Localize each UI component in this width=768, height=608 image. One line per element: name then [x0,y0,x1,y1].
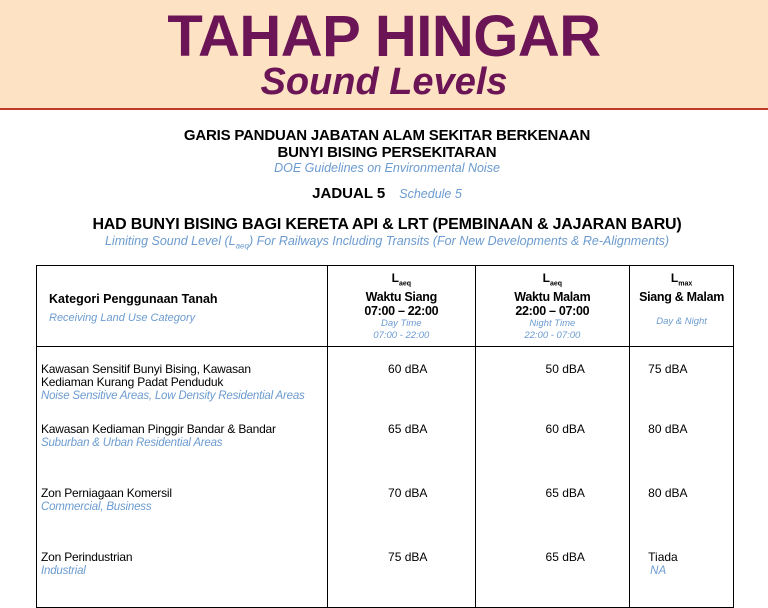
header-day-symbol: $L_{aeq}$ [391,271,411,288]
header-night [475,266,630,347]
header-max-label: Siang & Malam [639,290,725,305]
header-day-time: 07:00 – 22:00 [364,304,439,319]
table-heading [0,215,768,254]
schedule-heading [0,185,768,203]
title-banner [0,0,768,110]
page-subtitle: Sound Levels [260,61,508,103]
row-max-value: 80 dBA [630,423,734,487]
table-header-row [37,266,734,347]
guideline-title-line2: BUNYI BISING PERSEKITARAN [277,144,497,161]
guideline-title-en: DOE Guidelines on Environmental Noise [274,161,500,175]
row-category: Zon Perindustrian Industrial [37,551,328,608]
row-day-value: 60 dBA [328,347,476,424]
row-night-value: 50 dBA [475,347,630,424]
table-title-en: Limiting Sound Level $(L_{aeq})$ For Railways Including Transits (For New Developments & Re-Alignments) [104,234,670,251]
guideline-title-line1: GARIS PANDUAN JABATAN ALAM SEKITAR BERKENAAN [183,127,591,144]
row-day-value: 65 dBA [328,423,476,487]
header-day-label-en: Day Time [381,318,422,330]
row-category: Zon Perniagaan Komersil Commercial, Business [37,487,328,551]
table-row [37,347,734,424]
table-row [37,487,734,551]
page-title: TAHAP HINGAR [167,4,601,69]
table-title: HAD BUNYI BISING BAGI KERETA API & LRT (PEMBINAAN & JAJARAN BARU) [92,216,682,233]
table-row [37,423,734,487]
row-max-value: 75 dBA [630,347,734,424]
table-row [37,551,734,608]
row-max-value: Tiada NA [630,551,734,608]
schedule-label-en: Schedule 5 [399,187,462,201]
header-max [630,266,734,347]
header-night-symbol: $L_{aeq}$ [542,271,563,288]
header-night-time: 22:00 – 07:00 [515,304,590,319]
sound-level-table [36,265,734,608]
schedule-label: JADUAL 5 [312,185,386,202]
header-category-label-en: Receiving Land Use Category [49,312,196,324]
header-day-label: Waktu Siang [365,290,437,305]
header-day-time-en: 07:00 - 22:00 [373,330,430,342]
guideline-heading [0,127,768,176]
header-night-label-en: Night Time [529,318,576,330]
header-category [37,266,328,347]
row-night-value: 60 dBA [475,423,630,487]
header-category-label: Kategori Penggunaan Tanah [49,292,218,306]
header-day [328,266,476,347]
header-night-label: Waktu Malam [514,290,591,305]
row-day-value: 75 dBA [328,551,476,608]
header-max-symbol: $L_{max}$ [670,271,693,288]
row-day-value: 70 dBA [328,487,476,551]
header-max-label-en: Day & Night [656,316,707,328]
row-max-value: 80 dBA [630,487,734,551]
row-night-value: 65 dBA [475,551,630,608]
header-night-time-en: 22:00 - 07:00 [524,330,581,342]
row-night-value: 65 dBA [475,487,630,551]
row-category: Kawasan Kediaman Pinggir Bandar & Bandar Suburban & Urban Residential Areas [37,423,328,487]
row-category: Kawasan Sensitif Bunyi Bising, Kawasan Kediaman Kurang Padat Penduduk Noise Sensitive Areas, Low Density Residential Areas [37,347,328,424]
